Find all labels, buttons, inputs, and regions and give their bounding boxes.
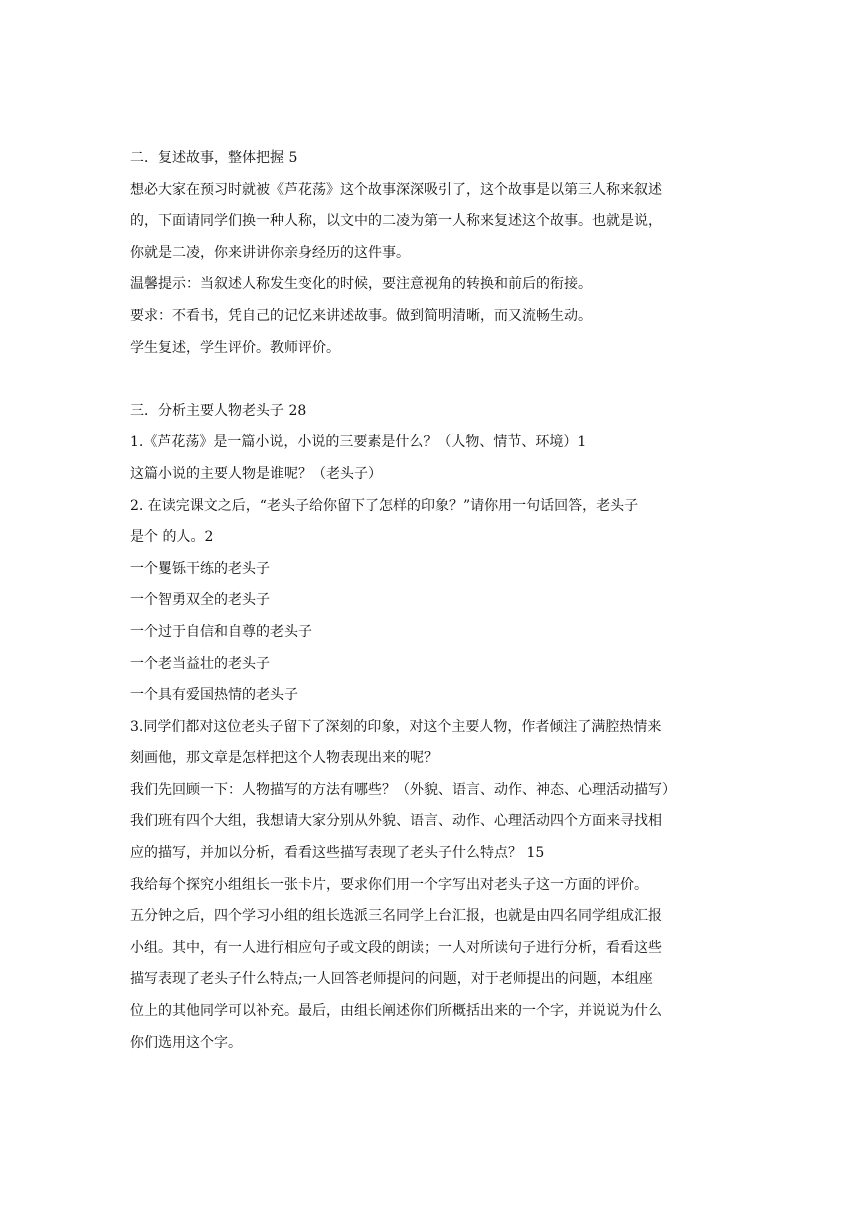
list-item: 一个老当益壮的老头子 [130, 655, 270, 672]
paragraph-line: 我们先回顾一下：人物描写的方法有哪些？（外貌、语言、动作、神态、心理活动描写） [130, 781, 676, 798]
paragraph-line: 我们班有四个大组，我想请大家分别从外貌、语言、动作、心理活动四个方面来寻找相 [130, 813, 662, 830]
paragraph-line: 1.《芦花荡》是一篇小说，小说的三要素是什么？（人物、情节、环境）1 [130, 434, 587, 451]
paragraph-line: 位上的其他同学可以补充。最后，由组长阐述你们所概括出来的一个字，并说说为什么 [130, 1003, 662, 1020]
paragraph-line: 是个 的人。2 [130, 529, 214, 546]
tip-line: 温馨提示：当叙述人称发生变化的时候，要注意视角的转换和前后的衔接。 [130, 276, 592, 293]
list-item: 一个具有爱国热情的老头子 [130, 687, 298, 704]
paragraph-line: 五分钟之后，四个学习小组的组长选派三名同学上台汇报，也就是由四名同学组成汇报 [130, 908, 662, 925]
paragraph-line: 你就是二凌，你来讲讲你亲身经历的这件事。 [130, 244, 410, 261]
paragraph-line: 学生复述，学生评价。教师评价。 [130, 339, 340, 356]
paragraph-line: 应的描写，并加以分析，看看这些描写表现了老头子什么特点？ 15 [130, 845, 545, 862]
paragraph-line: 刻画他，那文章是怎样把这个人物表现出来的呢？ [130, 750, 438, 767]
list-item: 一个智勇双全的老头子 [130, 592, 270, 609]
list-item: 一个过于自信和自尊的老头子 [130, 623, 312, 640]
section-heading: 三．分析主要人物老头子 28 [130, 402, 307, 419]
paragraph-line: 我给每个探究小组组长一张卡片，要求你们用一个字写出对老头子这一方面的评价。 [130, 876, 648, 893]
paragraph-line: 3.同学们都对这位老头子留下了深刻的印象，对这个主要人物，作者倾注了满腔热情来 [130, 718, 662, 735]
paragraph-line: 小组。其中，有一人进行相应句子或文段的朗读；一人对所读句子进行分析，看看这些 [130, 939, 662, 956]
paragraph-line: 的，下面请同学们换一种人称，以文中的二凌为第一人称来复述这个故事。也就是说， [130, 213, 662, 230]
requirement-line: 要求：不看书，凭自己的记忆来讲述故事。做到简明清晰，而又流畅生动。 [130, 307, 592, 324]
paragraph-line: 这篇小说的主要人物是谁呢？（老头子） [130, 465, 382, 482]
list-item: 一个矍铄干练的老头子 [130, 560, 270, 577]
document-page [130, 143, 740, 1059]
section-spacer [130, 364, 740, 396]
paragraph-line: 你们选用这个字。 [130, 1034, 242, 1051]
paragraph-line: 2. 在读完课文之后，“老头子给你留下了怎样的印象？”请你用一句话回答，老头子 [130, 497, 639, 514]
paragraph-line: 想必大家在预习时就被《芦花荡》这个故事深深吸引了，这个故事是以第三人称来叙述 [130, 181, 662, 198]
paragraph-line: 描写表现了老头子什么特点;一人回答老师提问的问题，对于老师提出的问题，本组座 [130, 971, 653, 988]
section-heading: 二．复述故事，整体把握 5 [130, 150, 298, 166]
